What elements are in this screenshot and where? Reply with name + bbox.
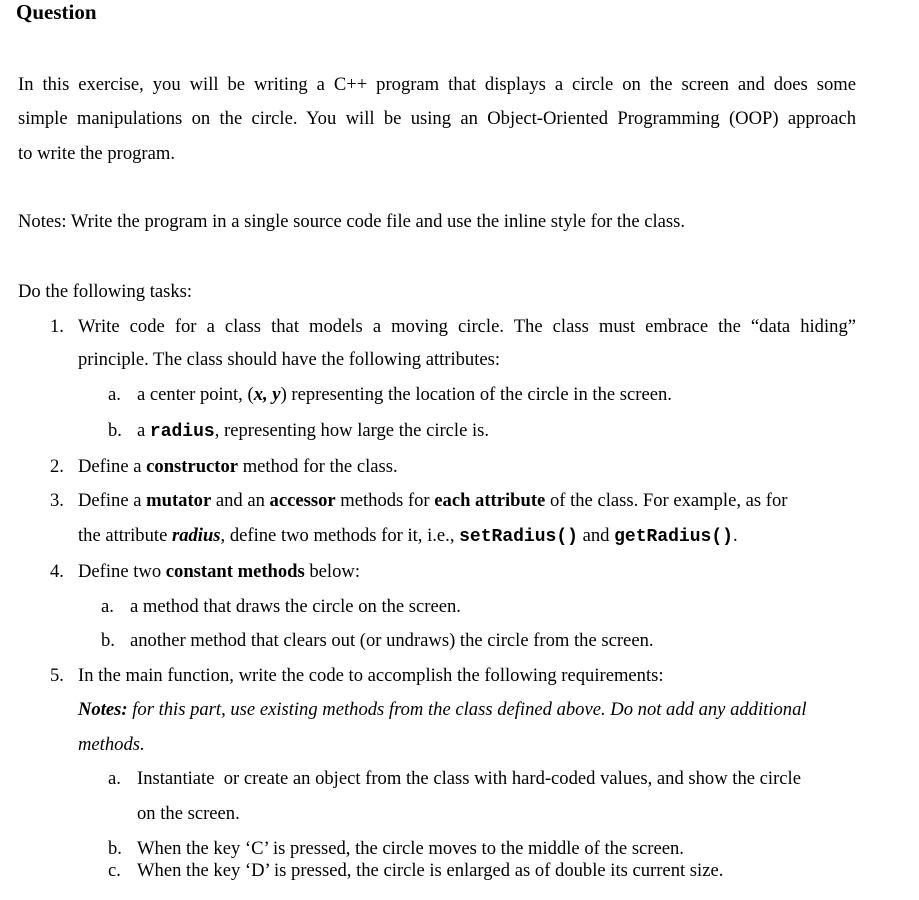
code-setradius: setRadius()	[459, 527, 578, 547]
task-1b-text: a radius, representing how large the circle is.	[137, 420, 490, 442]
task-1b-label: b.	[108, 420, 122, 441]
task-1-line-1: Write code for a class that models a moving circle. The class must embrace the “data hiding”	[78, 316, 856, 337]
task-5c-label: c.	[108, 860, 121, 881]
task-1a-text: a center point, (x, y) representing the location of the circle in the screen.	[137, 384, 672, 405]
task-5b-text: When the key ‘C’ is pressed, the circle moves to the middle of the screen.	[137, 838, 684, 859]
task-5b-label: b.	[108, 838, 122, 859]
task-5-note-line-2: methods.	[78, 734, 145, 755]
task-4b-text: another method that clears out (or undraws) the circle from the screen.	[130, 630, 654, 651]
notes-paragraph: Notes: Write the program in a single source code file and use the inline style for the class.	[18, 211, 686, 232]
task-4b-label: b.	[101, 630, 115, 651]
task-5a-label: a.	[108, 768, 121, 789]
task-5-number: 5.	[50, 665, 64, 686]
task-2-number: 2.	[50, 456, 64, 477]
code-radius: radius	[149, 422, 215, 442]
task-5-line-1: In the main function, write the code to accomplish the following requirements:	[78, 665, 664, 686]
task-1-number: 1.	[50, 316, 64, 337]
task-1-line-2: principle. The class should have the following attributes:	[78, 349, 501, 370]
task-3-line-2: the attribute radius, define two methods for it, i.e., setRadius() and getRadius().	[78, 525, 738, 547]
task-4a-label: a.	[101, 596, 114, 617]
task-1a-label: a.	[108, 384, 121, 405]
code-getradius: getRadius()	[614, 527, 733, 547]
task-5c-text: When the key ‘D’ is pressed, the circle is enlarged as of double its current size.	[137, 860, 724, 881]
task-5a-line-1: Instantiate or create an object from the class with hard-coded values, and show the circle	[137, 768, 801, 789]
question-title: Question	[16, 0, 97, 24]
intro-line-3: to write the program.	[18, 143, 175, 164]
task-4-number: 4.	[50, 561, 64, 582]
task-3-line-1: Define a mutator and an accessor methods for each attribute of the class. For example, as for	[78, 490, 788, 511]
task-4a-text: a method that draws the circle on the screen.	[130, 596, 461, 617]
tasks-heading: Do the following tasks:	[18, 281, 193, 302]
task-3-number: 3.	[50, 490, 64, 511]
task-5-note-line-1: Notes: for this part, use existing methods from the class defined above. Do not add any additional	[78, 699, 807, 720]
task-5a-line-2: on the screen.	[137, 803, 240, 824]
task-4-text: Define two constant methods below:	[78, 561, 360, 582]
intro-line-1: In this exercise, you will be writing a C++ program that displays a circle on the screen and does some	[18, 74, 856, 95]
var-y: y	[272, 384, 281, 405]
var-x: x,	[253, 384, 268, 405]
task-2-text: Define a constructor method for the class.	[78, 456, 398, 477]
intro-line-2: simple manipulations on the circle. You will be using an Object-Oriented Programming (OOP) approach	[18, 108, 856, 129]
